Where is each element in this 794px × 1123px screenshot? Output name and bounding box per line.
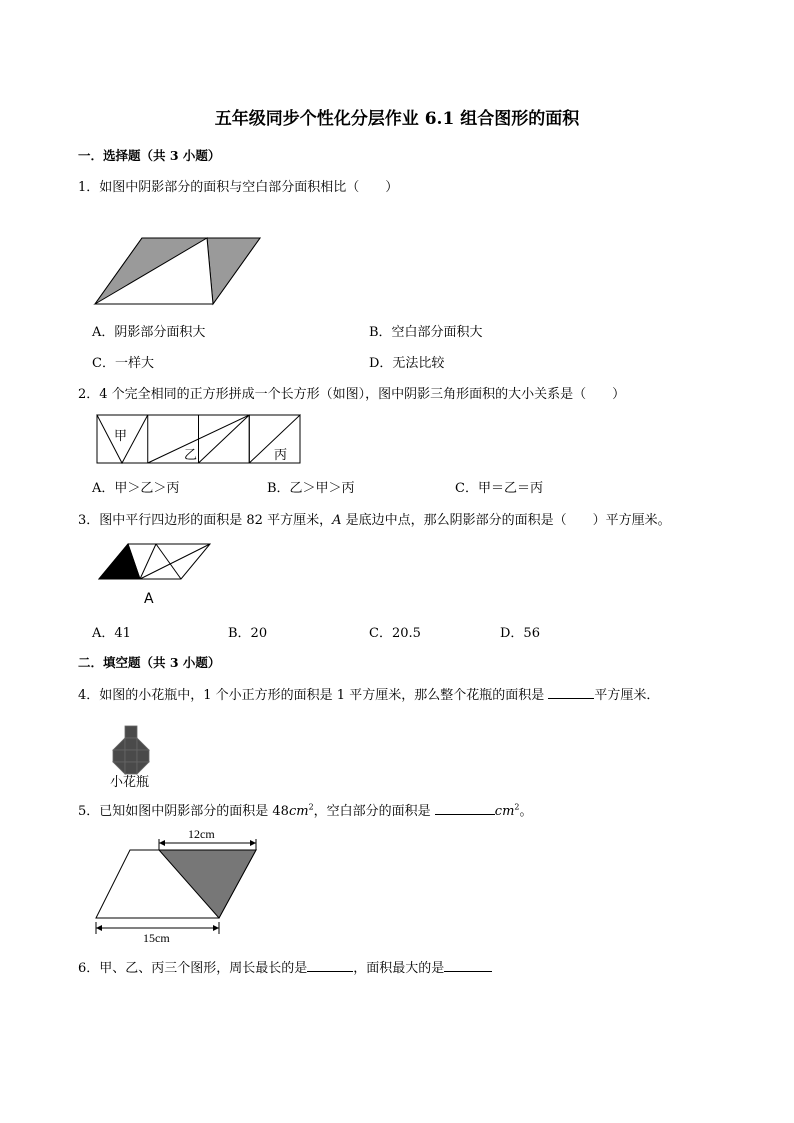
q5-stem-part1: 5．已知如图中阴影部分的面积是 48	[78, 804, 289, 819]
q3-option-a[interactable]: A．41	[92, 626, 131, 641]
q5-unit-1: cm	[288, 804, 309, 819]
q5-unit-2: cm	[494, 804, 515, 819]
question-5-stem: 5．已知如图中阴影部分的面积是 $48cm^2$，空白部分的面积是 $cm^2$。	[78, 802, 533, 819]
q1-option-d[interactable]: D．无法比较	[369, 356, 445, 371]
q6-stem-part1: 6．甲、乙、丙三个图形，周长最长的是	[78, 961, 308, 976]
q2-option-b[interactable]: B．乙＞甲＞丙	[267, 481, 355, 496]
q1-option-a[interactable]: A．阴影部分面积大	[92, 325, 206, 340]
q1-option-c[interactable]: C．一样大	[92, 356, 154, 371]
q2-label-jia: 甲	[114, 429, 128, 444]
q2-label-bing: 丙	[274, 448, 288, 463]
q5-stem-part2: ，空白部分的面积是	[313, 804, 435, 819]
q3-option-d[interactable]: D．56	[500, 626, 540, 641]
q4-caption: 小花瓶	[110, 775, 150, 790]
q6-stem-part2: ，面积最大的是	[353, 961, 445, 976]
q3-stem-var: A	[332, 513, 342, 528]
question-1-stem: 1．如图中阴影部分的面积与空白部分面积相比（ ）	[78, 180, 399, 195]
q2-option-c[interactable]: C．甲＝乙＝丙	[455, 481, 543, 496]
q2-label-yi: 乙	[184, 448, 198, 463]
q2-option-a[interactable]: A．甲＞乙＞丙	[92, 481, 180, 496]
q5-figure	[93, 824, 263, 946]
q3-option-c[interactable]: C．20.5	[369, 626, 421, 641]
q1-option-b[interactable]: B．空白部分面积大	[369, 325, 483, 340]
section-heading-fill: 二．填空题（共 3 小题）	[78, 655, 221, 670]
q1-shaded-right-triangle	[207, 238, 260, 304]
q4-answer-blank[interactable]	[548, 686, 594, 699]
q4-figure	[110, 725, 166, 789]
page-title: 五年级同步个性化分层作业 6.1 组合图形的面积	[214, 109, 580, 129]
q3-point-label: A	[144, 591, 154, 607]
question-2-stem: 2．4 个完全相同的正方形拼成一个长方形（如图），图中阴影三角形面积的大小关系是（ ）	[78, 387, 626, 402]
section-heading-choice: 一．选择题（共 3 小题）	[78, 148, 221, 163]
q5-stem-part3: 。	[519, 804, 533, 819]
q5-top-label: 12cm	[188, 827, 215, 841]
q3-stem-part2: 是底边中点，那么阴影部分的面积是（ ）平方厘米。	[341, 513, 671, 528]
question-4-stem	[78, 684, 659, 703]
q3-stem-part1: 3．图中平行四边形的面积是 82 平方厘米，	[78, 513, 333, 528]
q2-figure	[96, 414, 302, 466]
q4-stem-part1: 4．如图的小花瓶中，1 个小正方形的面积是 1 平方厘米，那么整个花瓶的面积是	[78, 688, 549, 703]
q6-answer-blank-1[interactable]	[307, 959, 353, 972]
q3-figure	[98, 543, 213, 605]
q1-figure	[90, 233, 265, 308]
question-3-stem	[78, 509, 671, 528]
q3-option-b[interactable]: B．20	[228, 626, 268, 641]
q5-bottom-label: 15cm	[143, 931, 170, 945]
q6-answer-blank-2[interactable]	[444, 959, 492, 972]
q5-answer-blank[interactable]	[435, 802, 495, 815]
question-6-stem	[78, 957, 492, 976]
q4-stem-part2: 平方厘米．	[594, 688, 660, 703]
